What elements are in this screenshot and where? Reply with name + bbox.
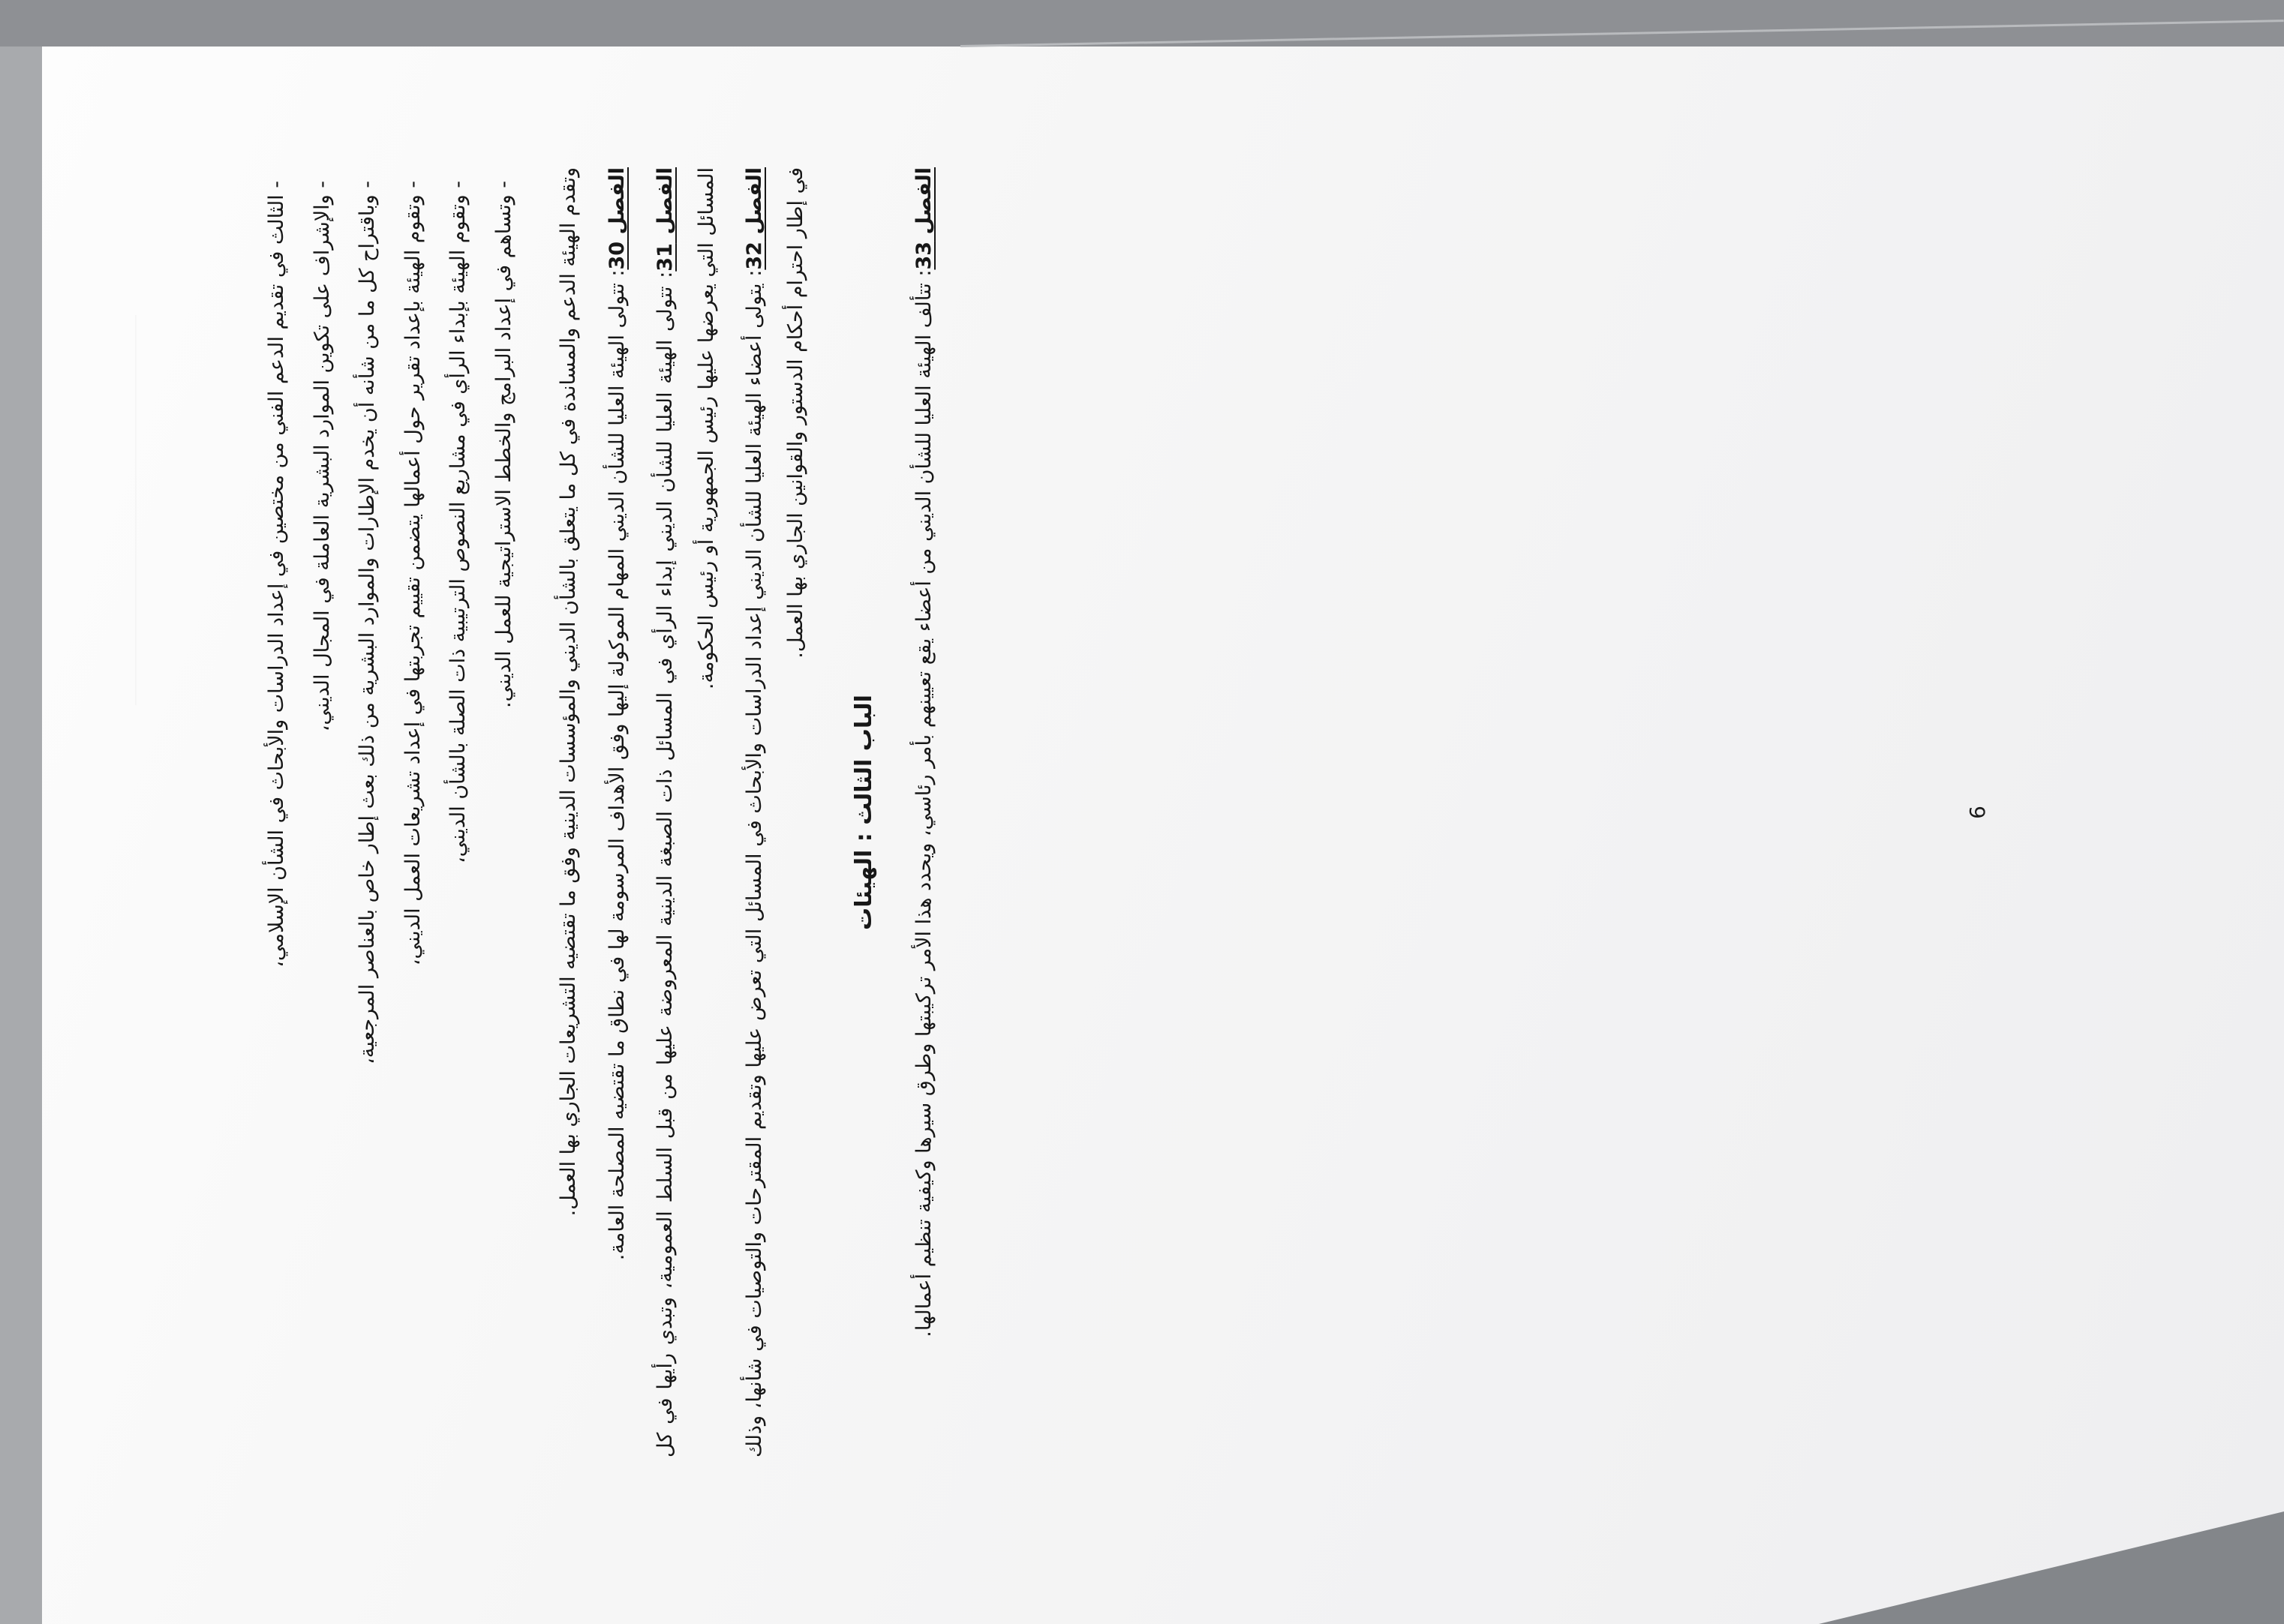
list-item: - وتقوم الهيئة بإعداد تقرير حول أعمالها يتضمن تقييم تجربتها في إعداد تشريعات العمل الديني، bbox=[401, 180, 425, 965]
article-label: الفصل 31 bbox=[654, 167, 678, 272]
article-label: الفصل 32 bbox=[743, 167, 767, 270]
article-text: : تتولى الهيئة العليا للشأن الديني إبداء الرأي في المسائل ذات الصبغة الدينية المعروضة عليها من قبل السلط العمومية، وتبدي رأيها في كل المسائل التي يعرضها عليها رئيس الجمهورية أو رئيس الحكومة. bbox=[654, 167, 718, 1457]
list-item: - وباقتراح كل ما من شأنه أن يخدم الإطارات والموارد البشرية من ذلك بعث إطار خاص بالعناصر المرجعية، bbox=[356, 180, 380, 1064]
article-label: الفصل 30 bbox=[605, 167, 629, 270]
spacer bbox=[529, 167, 548, 1457]
article-text: : يتولى أعضاء الهيئة العليا للشأن الديني إعداد الدراسات والأبحاث في المسائل التي تعرض عليها وتقديم المقترحات والتوصيات في شأنها، وذلك في إطار احترام أحكام الدستور والقوانين الجاري بها العمل. bbox=[743, 167, 807, 1457]
article-text: : تتولى الهيئة العليا للشأن الديني المهام الموكولة إليها وفق الأهداف المرسومة لها في نطاق ما تقتضيه المصلحة العامة. bbox=[605, 269, 629, 1260]
article-paragraph bbox=[597, 167, 639, 1457]
paragraph: وتقدم الهيئة الدعم والمساندة في كل ما يتعلق بالشأن الديني والمؤسسات الدينية وفق ما تقتضيه التشريعات الجاري بها العمل. bbox=[557, 167, 581, 1216]
article-text: : تتألف الهيئة العليا للشأن الديني من أعضاء يقع تعيينهم بأمر رئاسي، ويحدد هذا الأمر تركيبتها وطرق سيرها وكيفية تنظيم أعمالها. bbox=[912, 269, 936, 1337]
list-item: - وتقوم الهيئة بإبداء الرأي في مشاريع النصوص الترتيبية ذات الصلة بالشأن الديني، bbox=[446, 180, 470, 863]
article-paragraph bbox=[645, 167, 727, 1457]
article-paragraph bbox=[735, 167, 816, 1457]
list-item: - والإشراف على تكوين الموارد البشرية العاملة في المجال الديني، bbox=[310, 180, 334, 731]
section-heading: الباب الثالث : الهيئات bbox=[851, 694, 878, 930]
page-number: 6 bbox=[1965, 805, 1990, 819]
list-item: - وتساهم في إعداد البرامج والخطط الاستراتيجية للعمل الديني. bbox=[491, 180, 515, 708]
document-body bbox=[257, 167, 953, 1457]
article-label: الفصل 33 bbox=[912, 167, 936, 270]
document-sheet bbox=[159, 77, 2080, 1547]
list-item: - الثالث في تقديم الدعم الفني من مختصين في إعداد الدراسات والأبحاث في الشأن الإسلامي، bbox=[265, 180, 288, 968]
article-paragraph bbox=[904, 167, 945, 1457]
